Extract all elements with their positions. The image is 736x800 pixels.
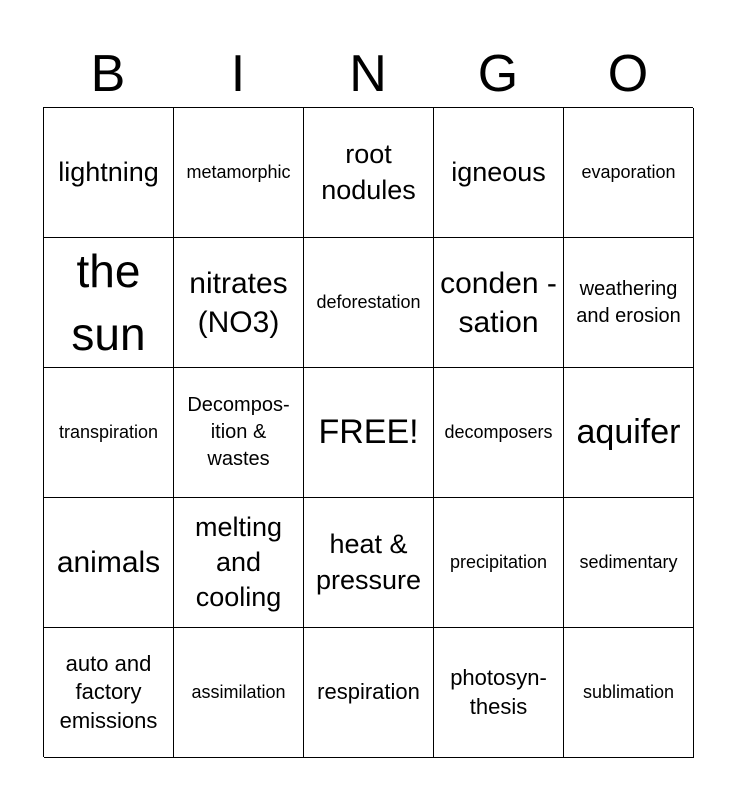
bingo-cell[interactable]: [44, 368, 174, 498]
free-space-cell[interactable]: [304, 368, 434, 498]
bingo-cell[interactable]: [564, 628, 694, 758]
cell-label: animals: [56, 546, 161, 579]
cell-label: Decompos- ition & wastes: [187, 394, 290, 470]
free-space-label: FREE!: [318, 413, 419, 452]
cell-label: aquifer: [576, 413, 681, 452]
cell-label: conden -sation: [440, 266, 557, 339]
cell-label: decomposers: [444, 421, 553, 442]
cell-label: the sun: [71, 245, 146, 360]
header-letter-o: O: [607, 45, 649, 103]
bingo-cell[interactable]: [174, 628, 304, 758]
bingo-cell[interactable]: [304, 108, 434, 238]
bingo-cell[interactable]: [434, 628, 564, 758]
bingo-header: [43, 40, 693, 108]
bingo-cell[interactable]: [174, 498, 304, 628]
bingo-cell[interactable]: [434, 368, 564, 498]
cell-label: nitrates (NO3): [189, 266, 288, 339]
bingo-cell[interactable]: [564, 368, 694, 498]
cell-label: igneous: [451, 156, 546, 187]
cell-label: lightning: [58, 156, 159, 187]
header-letter-b: B: [90, 45, 126, 103]
cell-label: photosyn- thesis: [450, 664, 547, 719]
bingo-cell[interactable]: [44, 628, 174, 758]
cell-label: root nodules: [321, 139, 416, 205]
cell-label: respiration: [317, 679, 420, 705]
bingo-cell[interactable]: [44, 238, 174, 368]
bingo-cell[interactable]: [174, 108, 304, 238]
cell-label: deforestation: [316, 291, 421, 312]
cell-label: weathering and erosion: [576, 277, 681, 327]
header-letter-i: I: [230, 45, 246, 103]
bingo-cell[interactable]: [564, 238, 694, 368]
bingo-cell[interactable]: [564, 498, 694, 628]
bingo-cell[interactable]: [174, 238, 304, 368]
bingo-cell[interactable]: [434, 238, 564, 368]
bingo-cell[interactable]: [304, 498, 434, 628]
cell-label: sedimentary: [579, 551, 678, 572]
bingo-cell[interactable]: [44, 498, 174, 628]
bingo-cell[interactable]: [434, 108, 564, 238]
header-letter-n: N: [349, 45, 387, 103]
cell-label: auto and factory emissions: [59, 650, 158, 733]
bingo-cell[interactable]: [44, 108, 174, 238]
cell-label: evaporation: [581, 161, 676, 182]
cell-label: sublimation: [582, 681, 675, 702]
cell-label: melting and cooling: [194, 511, 283, 613]
cell-label: transpiration: [58, 421, 159, 442]
bingo-cell[interactable]: [304, 238, 434, 368]
header-letter-g: G: [477, 45, 519, 103]
cell-label: metamorphic: [186, 161, 291, 182]
bingo-cell[interactable]: [564, 108, 694, 238]
bingo-grid: [43, 107, 693, 757]
cell-label: precipitation: [449, 551, 548, 572]
bingo-cell[interactable]: [174, 368, 304, 498]
cell-label: assimilation: [191, 681, 286, 702]
cell-label: heat & pressure: [315, 529, 422, 595]
bingo-cell[interactable]: [434, 498, 564, 628]
bingo-cell[interactable]: [304, 628, 434, 758]
